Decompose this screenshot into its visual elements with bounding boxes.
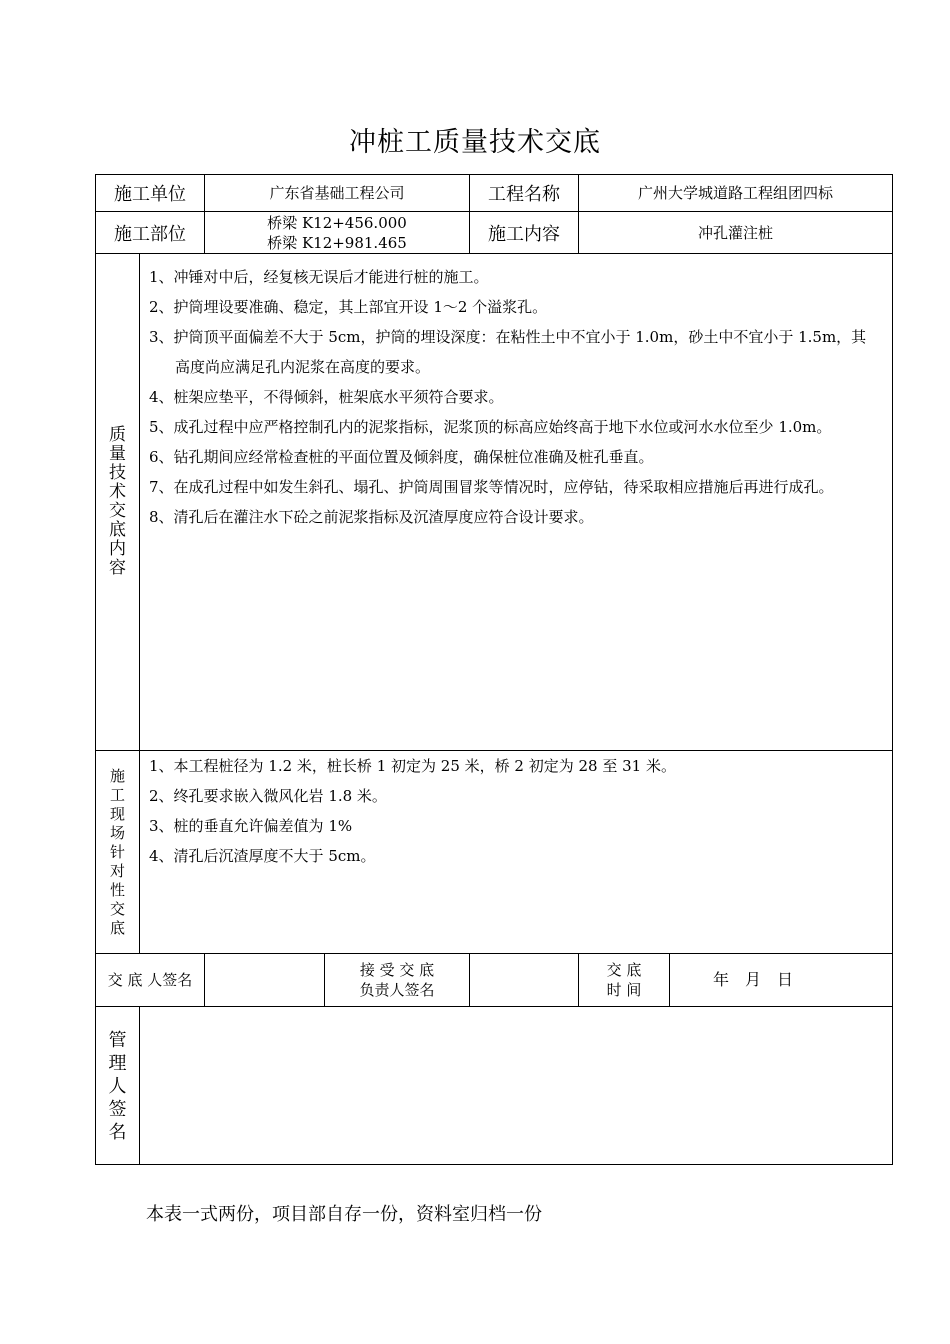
list-item: 8、清孔后在灌注水下砼之前泥浆指标及沉渣厚度应符合设计要求。 <box>149 508 594 526</box>
header-row-1 <box>96 175 893 212</box>
manager-section-label: 管 理 人 签 名 <box>96 1007 140 1165</box>
signature-row <box>96 954 893 1007</box>
receiver-label: 接 受 交 底 负责人签名 <box>325 954 470 1007</box>
unit-label: 施工单位 <box>96 175 205 212</box>
quality-section <box>96 254 893 751</box>
site-list <box>140 751 892 871</box>
receiver-signature-field[interactable] <box>470 954 579 1007</box>
date-field[interactable] <box>670 954 893 1007</box>
part-value <box>205 212 470 254</box>
content-label: 施工内容 <box>470 212 579 254</box>
list-item: 7、在成孔过程中如发生斜孔、塌孔、护筒周围冒浆等情况时，应停钻，待采取相应措施后再进行成孔。 <box>149 478 834 496</box>
giver-signature-field[interactable] <box>205 954 325 1007</box>
disclosure-form <box>95 174 893 1165</box>
list-item: 6、钻孔期间应经常检查桩的平面位置及倾斜度，确保桩位准确及桩孔垂直。 <box>149 448 654 466</box>
list-item: 1、冲锤对中后，经复核无误后才能进行桩的施工。 <box>149 268 489 286</box>
page-title: 冲桩工质量技术交底 <box>349 127 601 158</box>
list-item: 3、桩的垂直允许偏差值为 1% <box>149 817 353 835</box>
unit-value: 广东省基础工程公司 <box>205 175 470 212</box>
date-text: 年 月 日 <box>713 970 794 989</box>
part-line-2: 桥梁 K12+981.465 <box>267 233 407 252</box>
list-item: 5、成孔过程中应严格控制孔内的泥浆指标，泥浆顶的标高应始终高于地下水位或河水水位至少 1.0m。 <box>149 418 832 436</box>
content-value: 冲孔灌注桩 <box>579 212 893 254</box>
list-item: 2、终孔要求嵌入微风化岩 1.8 米。 <box>149 787 387 805</box>
header-row-2 <box>96 212 893 254</box>
manager-signature-field[interactable] <box>140 1007 893 1165</box>
list-item: 2、护筒埋设要准确、稳定，其上部宜开设 1～2 个溢浆孔。 <box>149 298 548 316</box>
list-item: 4、桩架应垫平，不得倾斜，桩架底水平须符合要求。 <box>149 388 504 406</box>
list-item: 1、本工程桩径为 1.2 米，桩长桥 1 初定为 25 米，桥 2 初定为 28 至 31 米。 <box>149 757 676 775</box>
project-label: 工程名称 <box>470 175 579 212</box>
quality-content <box>140 254 893 751</box>
part-line-1: 桥梁 K12+456.000 <box>267 213 407 232</box>
site-section <box>96 751 893 954</box>
site-section-label: 施 工 现 场 针 对 性 交 底 <box>96 751 140 954</box>
list-item: 4、清孔后沉渣厚度不大于 5cm。 <box>149 847 376 865</box>
manager-section <box>96 1007 893 1165</box>
quality-section-label: 质 量 技 术 交 底 内 容 <box>96 254 140 751</box>
part-label: 施工部位 <box>96 212 205 254</box>
footnote: 本表一式两份，项目部自存一份，资料室归档一份 <box>146 1204 542 1225</box>
site-content <box>140 751 893 954</box>
time-label: 交 底 时 间 <box>579 954 670 1007</box>
quality-list <box>140 254 892 532</box>
giver-label: 交 底 人签名 <box>96 954 205 1007</box>
project-value: 广州大学城道路工程组团四标 <box>579 175 893 212</box>
list-item: 3、护筒顶平面偏差不大于 5cm，护筒的埋设深度：在粘性土中不宜小于 1.0m，砂土中不宜小于 1.5m，其 高度尚应满足孔内泥浆在高度的要求。 <box>149 328 867 376</box>
